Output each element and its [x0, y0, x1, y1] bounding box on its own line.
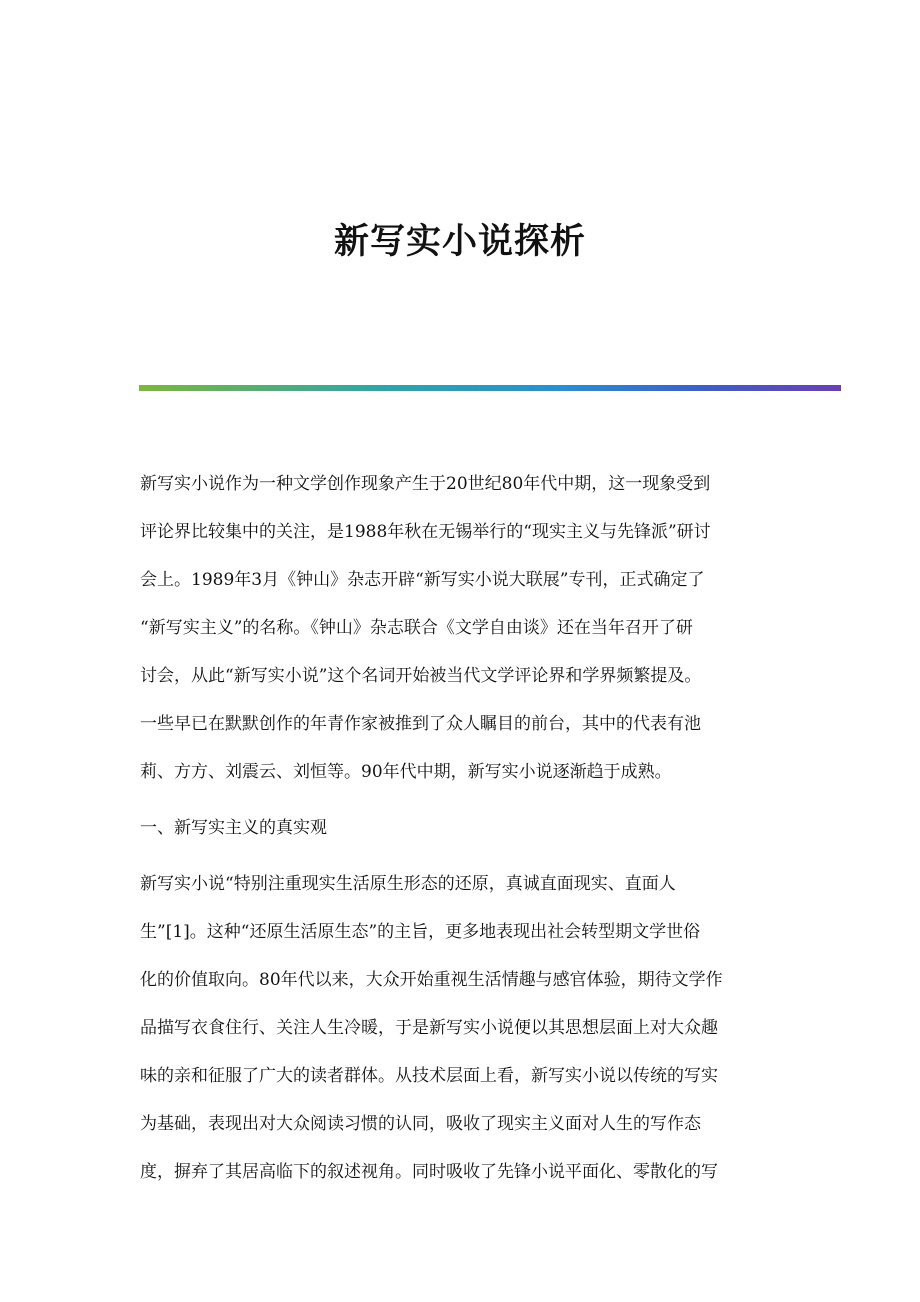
paragraph-2-line: 为基础，表现出对大众阅读习惯的认同，吸收了现实主义面对人生的写作态	[140, 1114, 701, 1134]
paragraph-2-line: 味的亲和征服了广大的读者群体。从技术层面上看，新写实小说以传统的写实	[140, 1066, 718, 1086]
paragraph-1-line: 评论界比较集中的关注，是1988年秋在无锡举行的“现实主义与先锋派”研讨	[140, 522, 711, 542]
paragraph-2-line: 度，摒弃了其居高临下的叙述视角。同时吸收了先锋小说平面化、零散化的写	[140, 1162, 718, 1182]
paragraph-1-line: 莉、方方、刘震云、刘恒等。90年代中期，新写实小说逐渐趋于成熟。	[140, 762, 672, 782]
paragraph-1-line: 新写实小说作为一种文学创作现象产生于20世纪80年代中期，这一现象受到	[140, 474, 711, 494]
paragraph-2-line: 品描写衣食住行、关注人生冷暖，于是新写实小说便以其思想层面上对大众趣	[140, 1018, 718, 1038]
page-title: 新写实小说探析	[333, 221, 586, 262]
title-divider	[139, 385, 841, 391]
paragraph-2-line: 生”[1]。这种“还原生活原生态”的主旨，更多地表现出社会转型期文学世俗	[140, 922, 701, 942]
paragraph-1-line: “新写实主义”的名称。《钟山》杂志联合《文学自由谈》还在当年召开了研	[140, 618, 693, 638]
paragraph-2-line: 化的价值取向。80年代以来，大众开始重视生活情趣与感官体验，期待文学作	[140, 970, 723, 990]
paragraph-1-line: 一些早已在默默创作的年青作家被推到了众人瞩目的前台，其中的代表有池	[140, 714, 701, 734]
paragraph-1-line: 会上。1989年3月《钟山》杂志开辟“新写实小说大联展”专刊，正式确定了	[140, 570, 705, 590]
paragraph-2-line: 新写实小说“特别注重现实生活原生形态的还原，真诚直面现实、直面人	[140, 874, 676, 894]
section-heading: 一、新写实主义的真实观	[140, 818, 327, 838]
paragraph-1-line: 讨会，从此“新写实小说”这个名词开始被当代文学评论界和学界频繁提及。	[140, 666, 702, 686]
